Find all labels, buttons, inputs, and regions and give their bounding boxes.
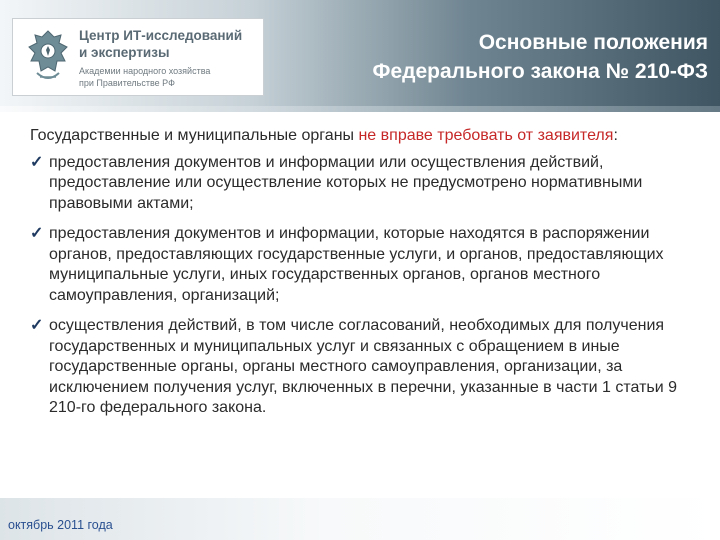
logo <box>12 18 264 96</box>
list-item <box>30 316 700 419</box>
list-item-text: осуществления действий, в том числе согласований, необходимых для получения государственных и муниципальных услуг и связанных с обращением в иные государственные органы, органы местного самоуправления, организации, за исключением получения услуг, включенных в перечни, указанные в части 1 статьи 9 210-го федерального закона. <box>49 317 678 416</box>
requirements-list <box>30 153 700 419</box>
intro-prefix: Государственные и муниципальные органы <box>30 127 359 144</box>
intro-suffix: : <box>613 127 618 144</box>
footer-date: октябрь 2011 года <box>8 518 113 532</box>
intro-highlight: не вправе требовать от заявителя <box>358 127 614 144</box>
list-item <box>30 153 700 215</box>
logo-subtitle-line1: Академии народного хозяйства <box>79 66 211 76</box>
checkmark-icon: ✓ <box>30 225 44 242</box>
footer-bar <box>0 498 720 540</box>
checkmark-icon: ✓ <box>30 317 44 334</box>
slide-title-line1: Основные положения <box>478 31 708 54</box>
slide-title-line2: Федерального закона № 210-ФЗ <box>372 60 708 83</box>
intro-text <box>30 126 700 147</box>
list-item-text: предоставления документов и информации или осуществления действий, предоставление или осуществление которых не предусмотрено нормативными правовыми актами; <box>49 153 643 212</box>
eagle-emblem-icon <box>23 27 73 87</box>
logo-title-line2: и экспертизы <box>79 45 170 60</box>
list-item <box>30 224 700 306</box>
slide-title <box>288 28 708 86</box>
header-banner <box>0 0 720 112</box>
list-item-text: предоставления документов и информации, которые находятся в распоряжении органов, предоставляющих государственные услуги, и органов, предоставляющих муниципальные услуги, иных государственных органов, органов местного самоуправления, организаций; <box>49 225 664 304</box>
slide-body <box>30 126 700 429</box>
logo-title-line1: Центр ИТ-исследований <box>79 28 243 43</box>
checkmark-icon: ✓ <box>30 153 44 171</box>
logo-subtitle-line2: при Правительстве РФ <box>79 78 175 88</box>
